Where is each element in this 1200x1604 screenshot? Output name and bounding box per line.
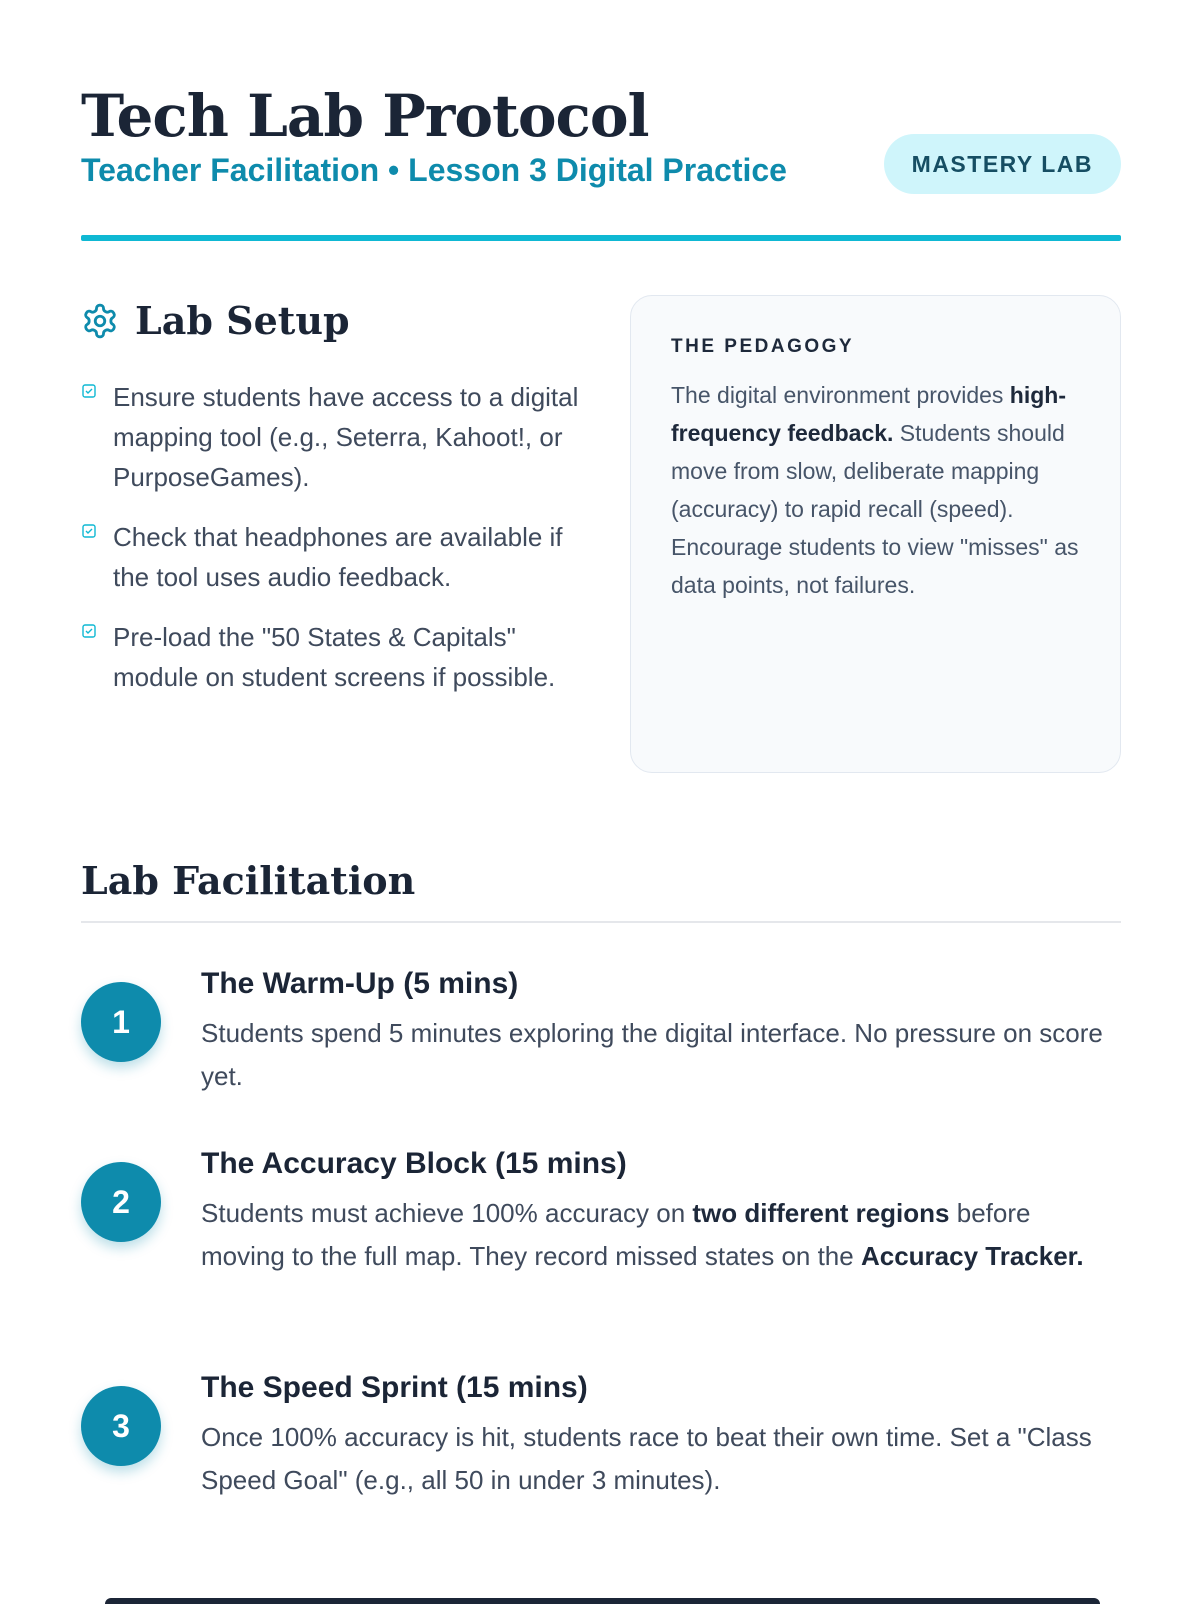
lab-setup-heading bbox=[81, 295, 581, 347]
gear-icon bbox=[81, 302, 119, 340]
step-number-badge: 1 bbox=[81, 982, 161, 1062]
setup-item-text: Check that headphones are available if the tool uses audio feedback. bbox=[113, 522, 563, 592]
step-text-part: Students must achieve 100% accuracy on bbox=[201, 1198, 693, 1228]
step-description bbox=[201, 1012, 1121, 1098]
page-subtitle: Teacher Facilitation • Lesson 3 Digital Practice bbox=[81, 152, 787, 188]
step-emphasis: two different regions bbox=[692, 1198, 950, 1228]
list-item bbox=[81, 617, 581, 697]
checkbox-icon bbox=[81, 383, 97, 399]
step-description bbox=[201, 1192, 1121, 1278]
setup-checklist bbox=[81, 377, 581, 697]
step-text-part: before moving to the full map. They record missed states on the bbox=[201, 1198, 1031, 1271]
step-text-part: Students spend 5 minutes exploring the digital interface. No pressure on score yet. bbox=[201, 1018, 1103, 1091]
header bbox=[81, 0, 1121, 242]
list-item bbox=[81, 517, 581, 597]
step-description bbox=[201, 1416, 1121, 1502]
step-title: The Speed Sprint (15 mins) bbox=[201, 1371, 588, 1404]
step-emphasis: Accuracy Tracker. bbox=[860, 1241, 1084, 1271]
list-item bbox=[81, 377, 581, 497]
page-title: Tech Lab Protocol bbox=[81, 82, 649, 150]
lab-setup-title: Lab Setup bbox=[135, 298, 350, 343]
pedagogy-text-part: The digital environment provides bbox=[671, 382, 1010, 408]
section-divider bbox=[81, 921, 1121, 923]
pedagogy-text bbox=[671, 376, 1080, 604]
step-text-part: Once 100% accuracy is hit, students race to beat their own time. Set a "Class Speed Goal" (e.g., all 50 in under 3 minutes). bbox=[201, 1422, 1092, 1495]
pedagogy-text-part: Students should move from slow, deliberate mapping (accuracy) to rapid recall (speed). Encourage students to view "misses" as data points, not failures. bbox=[671, 420, 1079, 598]
setup-item-text: Pre-load the "50 States & Capitals" module on student screens if possible. bbox=[113, 622, 556, 692]
lab-facilitation-section bbox=[81, 855, 1121, 1495]
mastery-lab-badge: MASTERY LAB bbox=[884, 134, 1121, 194]
step-title: The Accuracy Block (15 mins) bbox=[201, 1147, 627, 1180]
header-divider bbox=[81, 235, 1121, 241]
step-number-badge: 3 bbox=[81, 1386, 161, 1466]
lab-facilitation-title: Lab Facilitation bbox=[81, 858, 416, 903]
step-number-badge: 2 bbox=[81, 1162, 161, 1242]
pedagogy-label: THE PEDAGOGY bbox=[671, 336, 855, 357]
checkbox-icon bbox=[81, 623, 97, 639]
lab-setup-section bbox=[81, 295, 581, 717]
step-title: The Warm-Up (5 mins) bbox=[201, 967, 519, 1000]
pedagogy-emphasis: high-frequency feedback. bbox=[671, 382, 1066, 446]
next-section-edge bbox=[105, 1598, 1100, 1604]
document-page bbox=[81, 0, 1121, 1495]
pedagogy-card bbox=[630, 295, 1121, 773]
setup-item-text: Ensure students have access to a digital mapping tool (e.g., Seterra, Kahoot!, or PurposeGames). bbox=[113, 382, 579, 492]
checkbox-icon bbox=[81, 523, 97, 539]
